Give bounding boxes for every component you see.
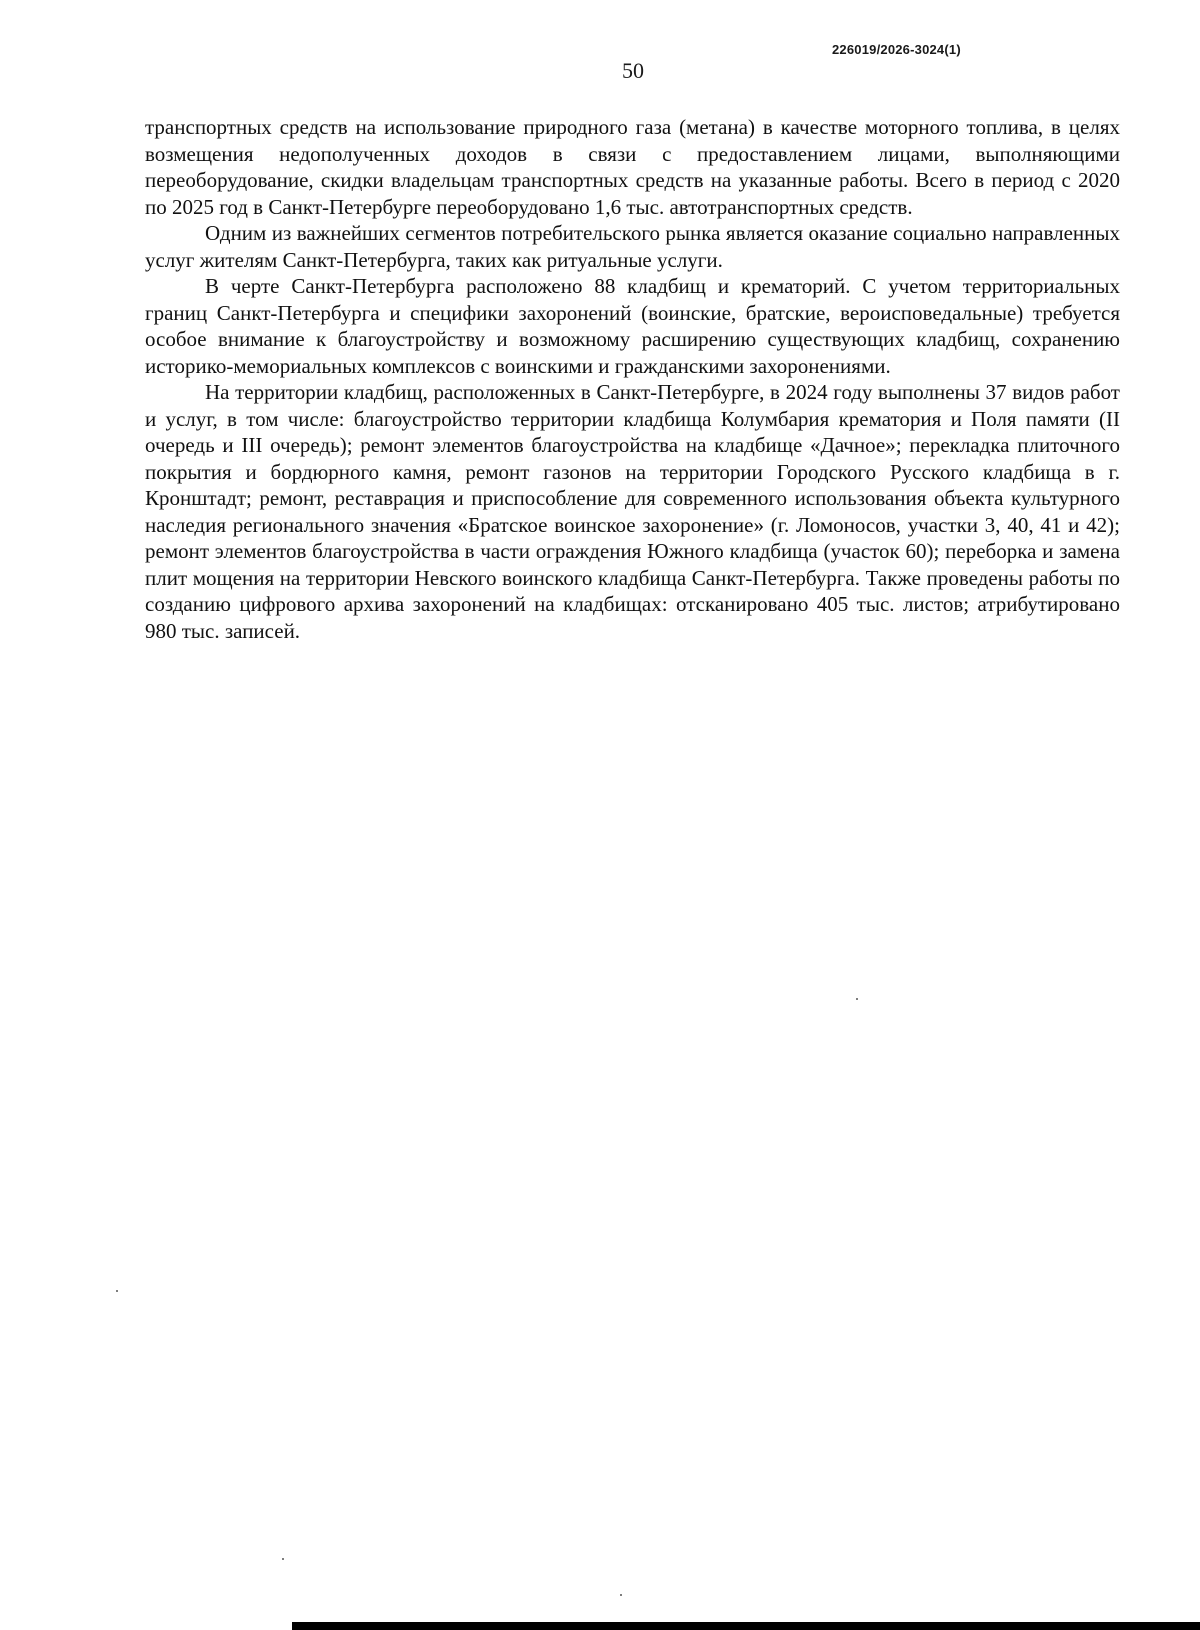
document-id: 226019/2026-3024(1) bbox=[832, 42, 961, 57]
scan-edge-rule bbox=[292, 1622, 1200, 1630]
scan-speck bbox=[282, 1558, 284, 1560]
paragraph-2: Одним из важнейших сегментов потребительского рынка является оказание социально направленных услуг жителям Санкт-Петербурга, таких как ритуальные услуги. bbox=[145, 221, 1120, 272]
scan-speck bbox=[116, 1290, 118, 1292]
page-number: 50 bbox=[622, 58, 644, 83]
paragraph-3: В черте Санкт-Петербурга расположено 88 кладбищ и крематорий. С учетом территориальных границ Санкт-Петербурга и специфики захоронений (воинские, братские, вероисповедальные) требуется особое внимание к благоустройству и возможному расширению существующих кладбищ, сохранению историко-мемориальных комплексов с воинскими и гражданскими захоронениями. bbox=[145, 274, 1120, 378]
body-text bbox=[145, 114, 1120, 644]
scan-speck bbox=[856, 998, 858, 1000]
paragraph-1: транспортных средств на использование природного газа (метана) в качестве моторного топлива, в целях возмещения недополученных доходов в связи с предоставлением лицами, выполняющими переоборудование, скидки владельцам транспортных средств на указанные работы. Всего в период с 2020 по 2025 год в Санкт-Петербурге переоборудовано 1,6 тыс. автотранспортных средств. bbox=[145, 115, 1120, 219]
paragraph-4: На территории кладбищ, расположенных в Санкт-Петербурге, в 2024 году выполнены 37 видов работ и услуг, в том числе: благоустройство территории кладбища Колумбария крематория и Поля памяти (II очередь и III очередь); ремонт элементов благоустройства на кладбище «Дачное»; перекладка плиточного покрытия и бордюрного камня, ремонт газонов на территории Городского Русского кладбища в г. Кронштадт; ремонт, реставрация и приспособление для современного использования объекта культурного наследия регионального значения «Братское воинское захоронение» (г. Ломоносов, участки 3, 40, 41 и 42); ремонт элементов благоустройства в части ограждения Южного кладбища (участок 60); переборка и замена плит мощения на территории Невского воинского кладбища Санкт-Петербурга. Также проведены работы по созданию цифрового архива захоронений на кладбищах: отсканировано 405 тыс. листов; атрибутировано 980 тыс. записей. bbox=[145, 380, 1120, 643]
scan-speck bbox=[620, 1594, 622, 1596]
